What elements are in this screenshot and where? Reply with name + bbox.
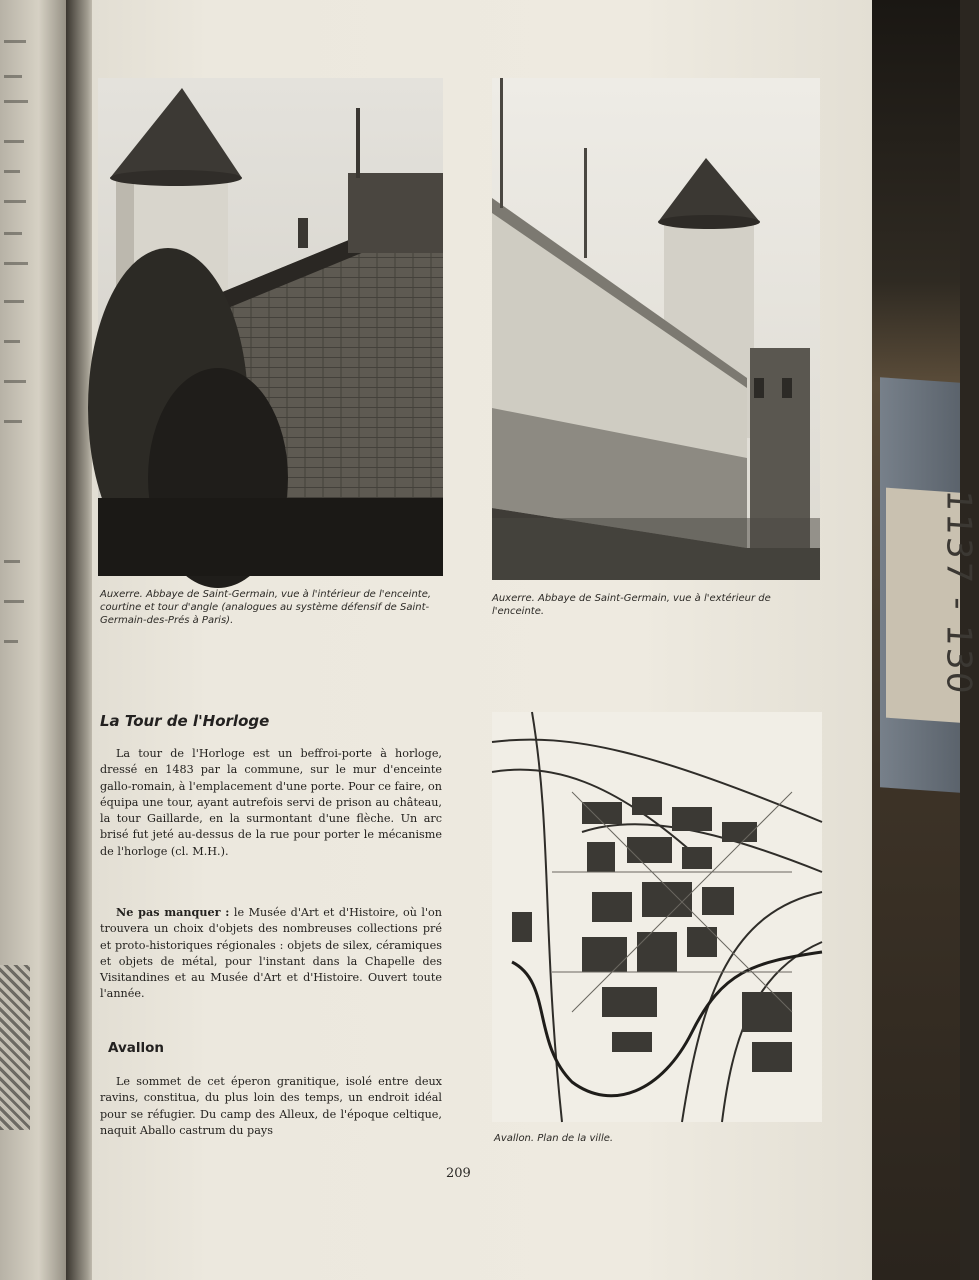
paragraph-horloge-history [100,746,442,860]
caption-town-plan: Avallon. Plan de la ville. [494,1133,614,1144]
photo-exterior-view [492,78,820,580]
section-title-horloge: La Tour de l'Horloge [100,712,270,730]
paragraph-avallon-intro-text: Le sommet de cet éperon granitique, isolé entre deux ravins, constitua, du plus loin des temps, un endroit idéal pour se réfugier. Du camp des Alleux, de l'époque celtique, naquit Aballo castrum du pays [100,1075,442,1137]
paragraph-ne-pas-manquer-text: le Musée d'Art et d'Histoire, où l'on trouvera un choix d'objets des nombreuses collections pré et proto-historiques régionales : objets de silex, céramiques et objets de métal, pour l'instant dans la Chapelle des Visitandines et au Musée d'Art et d'Histoire. Ouvert toute l'année. [100,906,443,1001]
town-plan-map [492,712,822,1122]
paragraph-horloge-history-text: La tour de l'Horloge est un beffroi-porte à horloge, dressé en 1483 par la commune, sur le mur d'enceinte gallo-romain, à l'emplacement d'une porte. Pour ce faire, on équipa une tour, ayant autrefois servi de prison au château, la tour Gaillarde, en la surmontant d'une flèche. Un arc brisé fut jeté au-dessus de la rue pour porter le mécanisme de l'horloge (cl. M.H.). [100,747,442,858]
paragraph-lead-ne-pas-manquer: Ne pas manquer : [116,905,230,919]
section-title-avallon: Avallon [108,1040,165,1056]
caption-exterior-view: Auxerre. Abbaye de Saint-Germain, vue à l'extérieur de l'enceinte. [492,593,771,617]
left-page-edge [0,0,70,1280]
page-number: 209 [446,1166,471,1181]
left-page-figure-fragment [0,965,30,1130]
neighbouring-book [880,377,979,793]
caption-interior-view: Auxerre. Abbaye de Saint-Germain, vue à l'intérieur de l'enceinte, courtine et tour d'angle (analogues au système défensif de Saint-Germain-des-Prés à Paris). [100,589,432,626]
photo-interior-view [98,78,443,576]
spine-label [886,488,979,723]
spine-label-text: 1137 - 130 [938,488,979,697]
paragraph-ne-pas-manquer [100,904,442,1003]
book-page [92,0,872,1280]
paragraph-avallon-intro [100,1074,442,1139]
